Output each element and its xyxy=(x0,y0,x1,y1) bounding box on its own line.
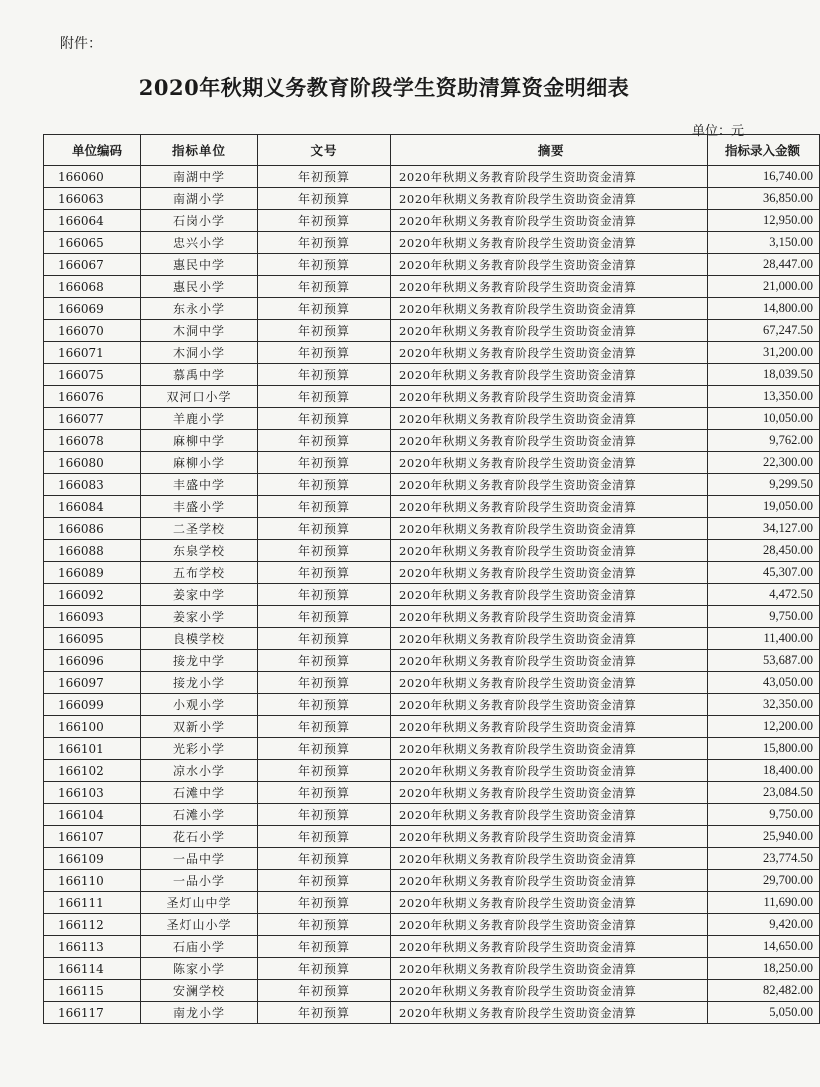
cell-amount: 36,850.00 xyxy=(708,188,820,210)
cell-doc-number: 年初预算 xyxy=(258,628,391,650)
table-row xyxy=(44,562,820,584)
cell-unit-code: 166110 xyxy=(44,870,141,892)
cell-unit: 石庙小学 xyxy=(141,936,258,958)
cell-doc-number: 年初预算 xyxy=(258,606,391,628)
table-row xyxy=(44,342,820,364)
cell-unit: 凉水小学 xyxy=(141,760,258,782)
funding-table xyxy=(43,134,820,1024)
cell-unit-code: 166113 xyxy=(44,936,141,958)
cell-unit: 惠民中学 xyxy=(141,254,258,276)
cell-unit: 二圣学校 xyxy=(141,518,258,540)
cell-unit: 羊鹿小学 xyxy=(141,408,258,430)
cell-summary: 2020年秋期义务教育阶段学生资助资金清算 xyxy=(391,166,708,188)
cell-amount: 31,200.00 xyxy=(708,342,820,364)
cell-amount: 67,247.50 xyxy=(708,320,820,342)
cell-summary: 2020年秋期义务教育阶段学生资助资金清算 xyxy=(391,848,708,870)
cell-doc-number: 年初预算 xyxy=(258,232,391,254)
cell-doc-number: 年初预算 xyxy=(258,672,391,694)
cell-unit-code: 166109 xyxy=(44,848,141,870)
cell-unit-code: 166076 xyxy=(44,386,141,408)
column-header-amount: 指标录入金额 xyxy=(708,135,820,166)
cell-doc-number: 年初预算 xyxy=(258,342,391,364)
table-row xyxy=(44,892,820,914)
cell-unit-code: 166075 xyxy=(44,364,141,386)
table-row xyxy=(44,232,820,254)
cell-unit-code: 166083 xyxy=(44,474,141,496)
cell-amount: 3,150.00 xyxy=(708,232,820,254)
cell-summary: 2020年秋期义务教育阶段学生资助资金清算 xyxy=(391,474,708,496)
table-row xyxy=(44,980,820,1002)
cell-summary: 2020年秋期义务教育阶段学生资助资金清算 xyxy=(391,958,708,980)
table-row xyxy=(44,606,820,628)
cell-summary: 2020年秋期义务教育阶段学生资助资金清算 xyxy=(391,232,708,254)
table-row xyxy=(44,496,820,518)
cell-unit: 接龙小学 xyxy=(141,672,258,694)
cell-summary: 2020年秋期义务教育阶段学生资助资金清算 xyxy=(391,254,708,276)
cell-unit: 惠民小学 xyxy=(141,276,258,298)
cell-unit: 双河口小学 xyxy=(141,386,258,408)
cell-unit-code: 166097 xyxy=(44,672,141,694)
cell-unit: 木洞中学 xyxy=(141,320,258,342)
column-header-summary: 摘要 xyxy=(391,135,708,166)
cell-amount: 32,350.00 xyxy=(708,694,820,716)
table-row xyxy=(44,386,820,408)
cell-amount: 82,482.00 xyxy=(708,980,820,1002)
cell-summary: 2020年秋期义务教育阶段学生资助资金清算 xyxy=(391,694,708,716)
cell-summary: 2020年秋期义务教育阶段学生资助资金清算 xyxy=(391,826,708,848)
cell-summary: 2020年秋期义务教育阶段学生资助资金清算 xyxy=(391,760,708,782)
cell-unit-code: 166068 xyxy=(44,276,141,298)
cell-amount: 29,700.00 xyxy=(708,870,820,892)
cell-doc-number: 年初预算 xyxy=(258,958,391,980)
cell-doc-number: 年初预算 xyxy=(258,914,391,936)
cell-doc-number: 年初预算 xyxy=(258,254,391,276)
cell-unit-code: 166102 xyxy=(44,760,141,782)
cell-amount: 9,420.00 xyxy=(708,914,820,936)
cell-doc-number: 年初预算 xyxy=(258,716,391,738)
cell-summary: 2020年秋期义务教育阶段学生资助资金清算 xyxy=(391,210,708,232)
cell-unit: 石岗小学 xyxy=(141,210,258,232)
cell-amount: 43,050.00 xyxy=(708,672,820,694)
cell-doc-number: 年初预算 xyxy=(258,870,391,892)
cell-unit-code: 166115 xyxy=(44,980,141,1002)
table-row xyxy=(44,166,820,188)
cell-amount: 12,950.00 xyxy=(708,210,820,232)
table-row xyxy=(44,298,820,320)
cell-doc-number: 年初预算 xyxy=(258,848,391,870)
cell-amount: 15,800.00 xyxy=(708,738,820,760)
cell-unit: 花石小学 xyxy=(141,826,258,848)
table-row xyxy=(44,936,820,958)
cell-summary: 2020年秋期义务教育阶段学生资助资金清算 xyxy=(391,452,708,474)
cell-unit-code: 166071 xyxy=(44,342,141,364)
cell-unit-code: 166063 xyxy=(44,188,141,210)
cell-doc-number: 年初预算 xyxy=(258,188,391,210)
cell-unit-code: 166099 xyxy=(44,694,141,716)
cell-unit-code: 166080 xyxy=(44,452,141,474)
cell-summary: 2020年秋期义务教育阶段学生资助资金清算 xyxy=(391,782,708,804)
table-body xyxy=(44,166,820,1024)
cell-amount: 5,050.00 xyxy=(708,1002,820,1024)
cell-amount: 53,687.00 xyxy=(708,650,820,672)
cell-amount: 18,039.50 xyxy=(708,364,820,386)
table-row xyxy=(44,584,820,606)
cell-unit: 圣灯山小学 xyxy=(141,914,258,936)
cell-doc-number: 年初预算 xyxy=(258,892,391,914)
cell-summary: 2020年秋期义务教育阶段学生资助资金清算 xyxy=(391,386,708,408)
cell-doc-number: 年初预算 xyxy=(258,826,391,848)
cell-doc-number: 年初预算 xyxy=(258,760,391,782)
cell-unit-code: 166114 xyxy=(44,958,141,980)
cell-unit-code: 166117 xyxy=(44,1002,141,1024)
cell-unit: 姜家小学 xyxy=(141,606,258,628)
cell-amount: 11,690.00 xyxy=(708,892,820,914)
cell-amount: 9,762.00 xyxy=(708,430,820,452)
cell-unit-code: 166060 xyxy=(44,166,141,188)
cell-unit-code: 166104 xyxy=(44,804,141,826)
cell-summary: 2020年秋期义务教育阶段学生资助资金清算 xyxy=(391,672,708,694)
cell-amount: 19,050.00 xyxy=(708,496,820,518)
cell-amount: 25,940.00 xyxy=(708,826,820,848)
cell-doc-number: 年初预算 xyxy=(258,276,391,298)
cell-amount: 34,127.00 xyxy=(708,518,820,540)
cell-doc-number: 年初预算 xyxy=(258,364,391,386)
cell-summary: 2020年秋期义务教育阶段学生资助资金清算 xyxy=(391,804,708,826)
cell-summary: 2020年秋期义务教育阶段学生资助资金清算 xyxy=(391,628,708,650)
cell-unit: 东永小学 xyxy=(141,298,258,320)
cell-unit-code: 166101 xyxy=(44,738,141,760)
cell-amount: 45,307.00 xyxy=(708,562,820,584)
cell-doc-number: 年初预算 xyxy=(258,540,391,562)
cell-amount: 9,299.50 xyxy=(708,474,820,496)
cell-amount: 28,450.00 xyxy=(708,540,820,562)
cell-summary: 2020年秋期义务教育阶段学生资助资金清算 xyxy=(391,936,708,958)
page-title: 2020年秋期义务教育阶段学生资助清算资金明细表 xyxy=(138,75,630,100)
cell-doc-number: 年初预算 xyxy=(258,584,391,606)
cell-amount: 14,800.00 xyxy=(708,298,820,320)
cell-unit-code: 166093 xyxy=(44,606,141,628)
cell-amount: 18,400.00 xyxy=(708,760,820,782)
attachment-label: 附件： xyxy=(60,36,102,52)
table-row xyxy=(44,672,820,694)
cell-summary: 2020年秋期义务教育阶段学生资助资金清算 xyxy=(391,980,708,1002)
cell-summary: 2020年秋期义务教育阶段学生资助资金清算 xyxy=(391,430,708,452)
table-row xyxy=(44,848,820,870)
table-row xyxy=(44,826,820,848)
table-row xyxy=(44,276,820,298)
table-row xyxy=(44,914,820,936)
table-row xyxy=(44,694,820,716)
cell-amount: 28,447.00 xyxy=(708,254,820,276)
table-row xyxy=(44,408,820,430)
cell-unit-code: 166089 xyxy=(44,562,141,584)
cell-summary: 2020年秋期义务教育阶段学生资助资金清算 xyxy=(391,716,708,738)
cell-amount: 12,200.00 xyxy=(708,716,820,738)
cell-unit: 南龙小学 xyxy=(141,1002,258,1024)
cell-summary: 2020年秋期义务教育阶段学生资助资金清算 xyxy=(391,540,708,562)
cell-unit-code: 166112 xyxy=(44,914,141,936)
table-row xyxy=(44,430,820,452)
table-row xyxy=(44,650,820,672)
cell-summary: 2020年秋期义务教育阶段学生资助资金清算 xyxy=(391,870,708,892)
cell-doc-number: 年初预算 xyxy=(258,430,391,452)
cell-unit-code: 166092 xyxy=(44,584,141,606)
cell-summary: 2020年秋期义务教育阶段学生资助资金清算 xyxy=(391,496,708,518)
cell-doc-number: 年初预算 xyxy=(258,518,391,540)
cell-unit: 一品中学 xyxy=(141,848,258,870)
table-row xyxy=(44,628,820,650)
cell-unit: 双新小学 xyxy=(141,716,258,738)
cell-unit: 麻柳小学 xyxy=(141,452,258,474)
cell-unit-code: 166077 xyxy=(44,408,141,430)
table-row xyxy=(44,738,820,760)
cell-summary: 2020年秋期义务教育阶段学生资助资金清算 xyxy=(391,738,708,760)
cell-unit: 石滩小学 xyxy=(141,804,258,826)
cell-amount: 23,084.50 xyxy=(708,782,820,804)
cell-amount: 22,300.00 xyxy=(708,452,820,474)
cell-unit: 光彩小学 xyxy=(141,738,258,760)
cell-amount: 16,740.00 xyxy=(708,166,820,188)
cell-doc-number: 年初预算 xyxy=(258,474,391,496)
cell-doc-number: 年初预算 xyxy=(258,738,391,760)
cell-amount: 9,750.00 xyxy=(708,606,820,628)
cell-doc-number: 年初预算 xyxy=(258,694,391,716)
table-row xyxy=(44,210,820,232)
column-header-doc-number: 文号 xyxy=(258,135,391,166)
cell-amount: 13,350.00 xyxy=(708,386,820,408)
cell-unit: 姜家中学 xyxy=(141,584,258,606)
cell-summary: 2020年秋期义务教育阶段学生资助资金清算 xyxy=(391,276,708,298)
cell-summary: 2020年秋期义务教育阶段学生资助资金清算 xyxy=(391,1002,708,1024)
cell-unit-code: 166064 xyxy=(44,210,141,232)
cell-unit-code: 166107 xyxy=(44,826,141,848)
cell-unit-code: 166078 xyxy=(44,430,141,452)
cell-unit: 良模学校 xyxy=(141,628,258,650)
table-row xyxy=(44,452,820,474)
cell-doc-number: 年初预算 xyxy=(258,452,391,474)
cell-summary: 2020年秋期义务教育阶段学生资助资金清算 xyxy=(391,188,708,210)
cell-unit: 五布学校 xyxy=(141,562,258,584)
cell-unit-code: 166086 xyxy=(44,518,141,540)
cell-unit: 圣灯山中学 xyxy=(141,892,258,914)
cell-summary: 2020年秋期义务教育阶段学生资助资金清算 xyxy=(391,650,708,672)
cell-unit: 木洞小学 xyxy=(141,342,258,364)
cell-doc-number: 年初预算 xyxy=(258,782,391,804)
table-row xyxy=(44,474,820,496)
cell-amount: 10,050.00 xyxy=(708,408,820,430)
table-row xyxy=(44,804,820,826)
cell-amount: 23,774.50 xyxy=(708,848,820,870)
cell-summary: 2020年秋期义务教育阶段学生资助资金清算 xyxy=(391,892,708,914)
table-row xyxy=(44,1002,820,1024)
cell-unit: 一品小学 xyxy=(141,870,258,892)
cell-unit-code: 166096 xyxy=(44,650,141,672)
column-header-unit: 指标单位 xyxy=(141,135,258,166)
cell-unit-code: 166084 xyxy=(44,496,141,518)
cell-summary: 2020年秋期义务教育阶段学生资助资金清算 xyxy=(391,364,708,386)
cell-doc-number: 年初预算 xyxy=(258,804,391,826)
cell-unit: 小观小学 xyxy=(141,694,258,716)
cell-unit-code: 166103 xyxy=(44,782,141,804)
cell-doc-number: 年初预算 xyxy=(258,936,391,958)
table-row xyxy=(44,254,820,276)
cell-doc-number: 年初预算 xyxy=(258,650,391,672)
cell-unit: 南湖小学 xyxy=(141,188,258,210)
cell-amount: 18,250.00 xyxy=(708,958,820,980)
cell-amount: 21,000.00 xyxy=(708,276,820,298)
cell-unit: 石滩中学 xyxy=(141,782,258,804)
cell-unit: 接龙中学 xyxy=(141,650,258,672)
cell-summary: 2020年秋期义务教育阶段学生资助资金清算 xyxy=(391,298,708,320)
cell-summary: 2020年秋期义务教育阶段学生资助资金清算 xyxy=(391,320,708,342)
cell-amount: 11,400.00 xyxy=(708,628,820,650)
cell-unit-code: 166069 xyxy=(44,298,141,320)
cell-unit: 东泉学校 xyxy=(141,540,258,562)
cell-doc-number: 年初预算 xyxy=(258,320,391,342)
cell-doc-number: 年初预算 xyxy=(258,496,391,518)
cell-summary: 2020年秋期义务教育阶段学生资助资金清算 xyxy=(391,562,708,584)
cell-unit-code: 166067 xyxy=(44,254,141,276)
cell-unit: 安澜学校 xyxy=(141,980,258,1002)
table-row xyxy=(44,958,820,980)
table-row xyxy=(44,782,820,804)
cell-summary: 2020年秋期义务教育阶段学生资助资金清算 xyxy=(391,518,708,540)
table-row xyxy=(44,518,820,540)
column-header-unit-code: 单位编码 xyxy=(44,135,141,166)
unit-label: 单位：元 xyxy=(691,124,744,139)
table-row xyxy=(44,540,820,562)
table-row xyxy=(44,760,820,782)
table-row xyxy=(44,320,820,342)
table-header-row xyxy=(44,135,820,166)
cell-unit: 慕禹中学 xyxy=(141,364,258,386)
cell-unit-code: 166070 xyxy=(44,320,141,342)
cell-unit-code: 166095 xyxy=(44,628,141,650)
cell-doc-number: 年初预算 xyxy=(258,386,391,408)
cell-unit: 忠兴小学 xyxy=(141,232,258,254)
cell-unit: 南湖中学 xyxy=(141,166,258,188)
cell-unit-code: 166111 xyxy=(44,892,141,914)
cell-doc-number: 年初预算 xyxy=(258,210,391,232)
cell-amount: 14,650.00 xyxy=(708,936,820,958)
cell-summary: 2020年秋期义务教育阶段学生资助资金清算 xyxy=(391,584,708,606)
cell-unit: 麻柳中学 xyxy=(141,430,258,452)
cell-doc-number: 年初预算 xyxy=(258,980,391,1002)
cell-doc-number: 年初预算 xyxy=(258,1002,391,1024)
cell-doc-number: 年初预算 xyxy=(258,298,391,320)
cell-unit: 陈家小学 xyxy=(141,958,258,980)
cell-summary: 2020年秋期义务教育阶段学生资助资金清算 xyxy=(391,408,708,430)
cell-unit-code: 166088 xyxy=(44,540,141,562)
table-row xyxy=(44,716,820,738)
cell-doc-number: 年初预算 xyxy=(258,408,391,430)
cell-summary: 2020年秋期义务教育阶段学生资助资金清算 xyxy=(391,914,708,936)
cell-unit: 丰盛小学 xyxy=(141,496,258,518)
cell-unit-code: 166065 xyxy=(44,232,141,254)
cell-unit-code: 166100 xyxy=(44,716,141,738)
cell-unit: 丰盛中学 xyxy=(141,474,258,496)
table-row xyxy=(44,364,820,386)
cell-summary: 2020年秋期义务教育阶段学生资助资金清算 xyxy=(391,606,708,628)
cell-doc-number: 年初预算 xyxy=(258,562,391,584)
table-row xyxy=(44,188,820,210)
cell-amount: 9,750.00 xyxy=(708,804,820,826)
cell-doc-number: 年初预算 xyxy=(258,166,391,188)
cell-summary: 2020年秋期义务教育阶段学生资助资金清算 xyxy=(391,342,708,364)
cell-amount: 4,472.50 xyxy=(708,584,820,606)
table-row xyxy=(44,870,820,892)
